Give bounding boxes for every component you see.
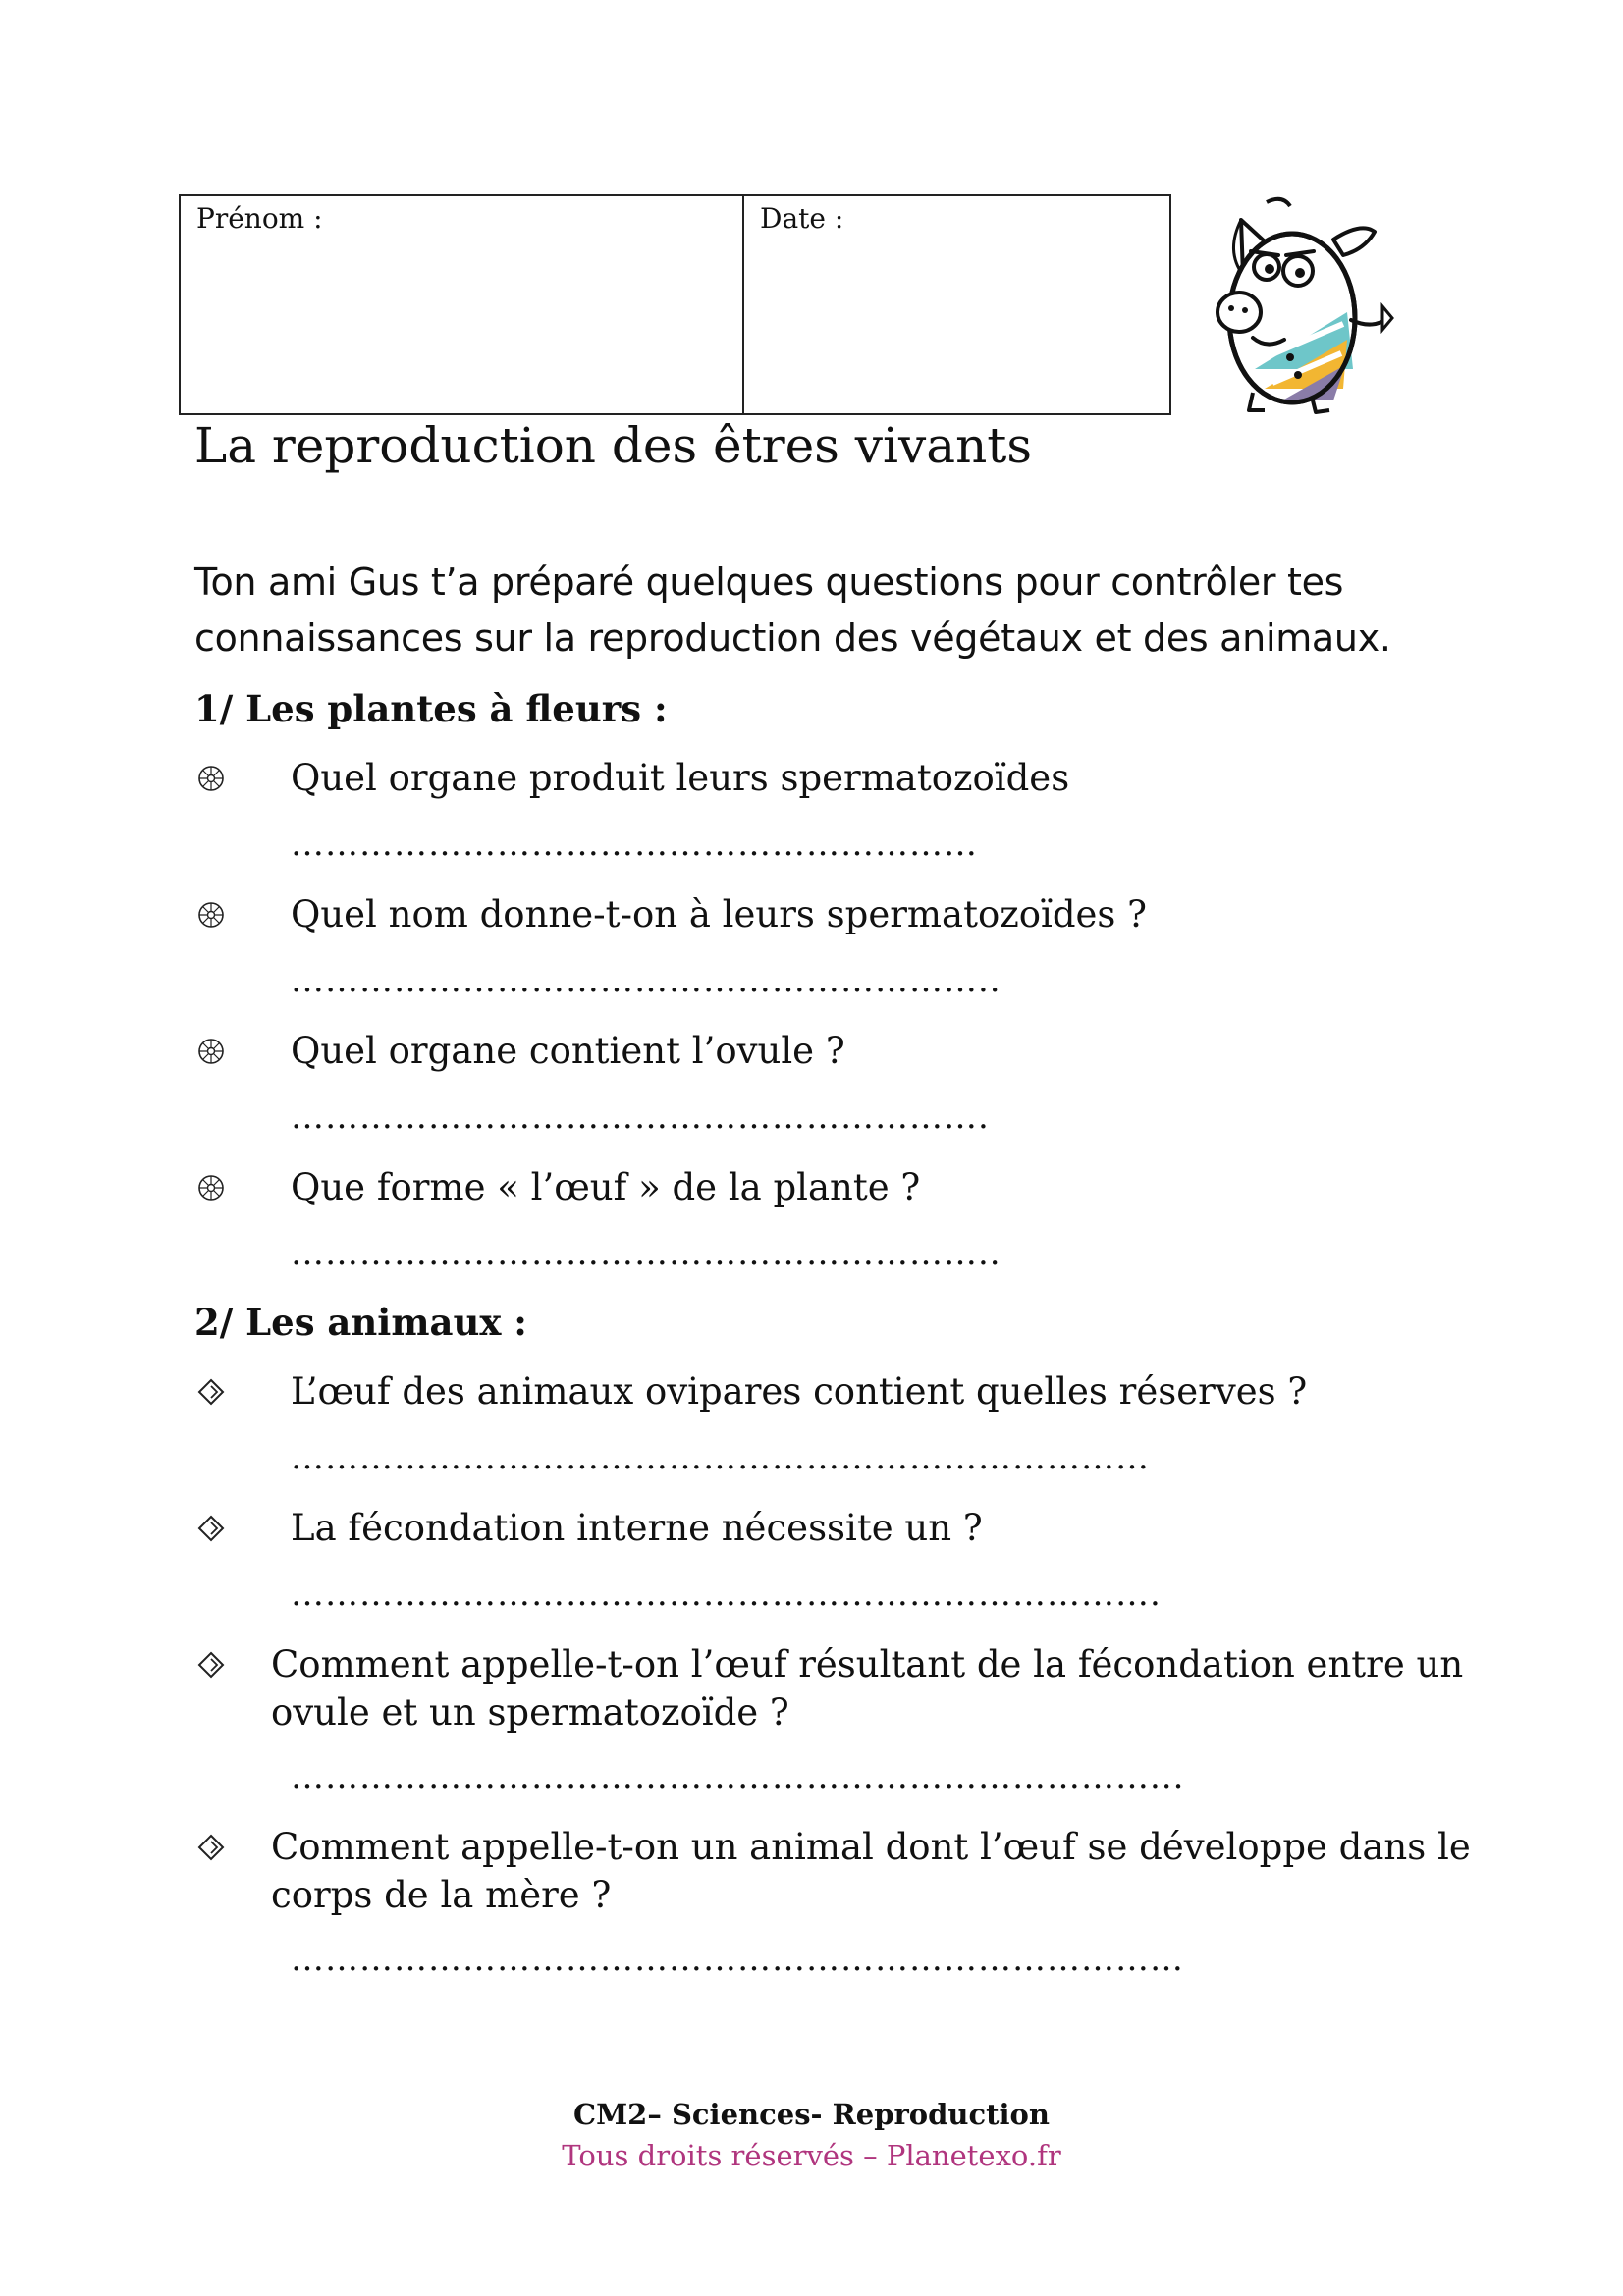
intro-line-1: Ton ami Gus t’a préparé quelques questions pour contrôler tes (194, 561, 1344, 604)
answer-line-animals-3[interactable]: …………………………………………………………………... (291, 1757, 1185, 1796)
answer-line-plants-1[interactable]: …………………………………………………… (291, 825, 978, 864)
name-label: Prénom : (196, 202, 323, 235)
footer-copyright: Tous droits réservés – Planetexo.fr (562, 2139, 1061, 2172)
question-animals-3-line-1: Comment appelle-t-on l’œuf résultant de la fécondation entre un (271, 1643, 1464, 1685)
question-plants-1: Quel organe produit leurs spermatozoïdes (291, 757, 1070, 799)
answer-line-animals-4[interactable]: …………………………………………………………………… (291, 1940, 1184, 1979)
answer-line-plants-2[interactable]: …………………………………………………….. (291, 961, 1001, 1000)
gus-mascot-icon (1196, 192, 1414, 414)
answer-line-animals-2[interactable]: …………………………………………………………………. (291, 1575, 1162, 1614)
section-title-plants: 1/ Les plantes à fleurs : (194, 687, 668, 730)
answer-line-plants-4[interactable]: …………………………………………………….. (291, 1234, 1001, 1273)
name-cell[interactable] (181, 196, 744, 413)
question-plants-3: Quel organe contient l’ovule ? (291, 1030, 845, 1072)
flower-bullet-icon (196, 900, 226, 930)
date-label: Date : (760, 202, 844, 235)
flower-bullet-icon (196, 1173, 226, 1202)
section-title-animals: 2/ Les animaux : (194, 1301, 527, 1344)
intro-text (194, 555, 1432, 667)
diamond-bullet-icon (196, 1377, 226, 1407)
question-plants-4: Que forme « l’œuf » de la plante ? (291, 1166, 921, 1208)
question-animals-4-line-1: Comment appelle-t-on un animal dont l’œuf se développe dans le (271, 1826, 1471, 1868)
flower-bullet-icon (196, 764, 226, 793)
intro-line-2: connaissances sur la reproduction des végétaux et des animaux. (194, 616, 1391, 660)
page-title: La reproduction des êtres vivants (194, 417, 1033, 474)
question-animals-4-line-2: corps de la mère ? (271, 1874, 612, 1916)
student-info-table (179, 194, 1171, 415)
diamond-bullet-icon (196, 1650, 226, 1680)
diamond-bullet-icon (196, 1514, 226, 1543)
diamond-bullet-icon (196, 1833, 226, 1862)
question-animals-3-line-2: ovule et un spermatozoïde ? (271, 1691, 789, 1734)
flower-bullet-icon (196, 1037, 226, 1066)
question-animals-2: La fécondation interne nécessite un ? (291, 1507, 983, 1549)
footer-course-label: CM2– Sciences- Reproduction (573, 2098, 1050, 2131)
date-cell[interactable] (744, 196, 1169, 413)
answer-line-animals-1[interactable]: ………………………………………………………………… (291, 1438, 1150, 1477)
question-animals-1: L’œuf des animaux ovipares contient quelles réserves ? (291, 1370, 1308, 1413)
question-plants-2: Quel nom donne-t-on à leurs spermatozoïdes ? (291, 893, 1147, 935)
answer-line-plants-3[interactable]: ……………………………………………………. (291, 1097, 990, 1137)
